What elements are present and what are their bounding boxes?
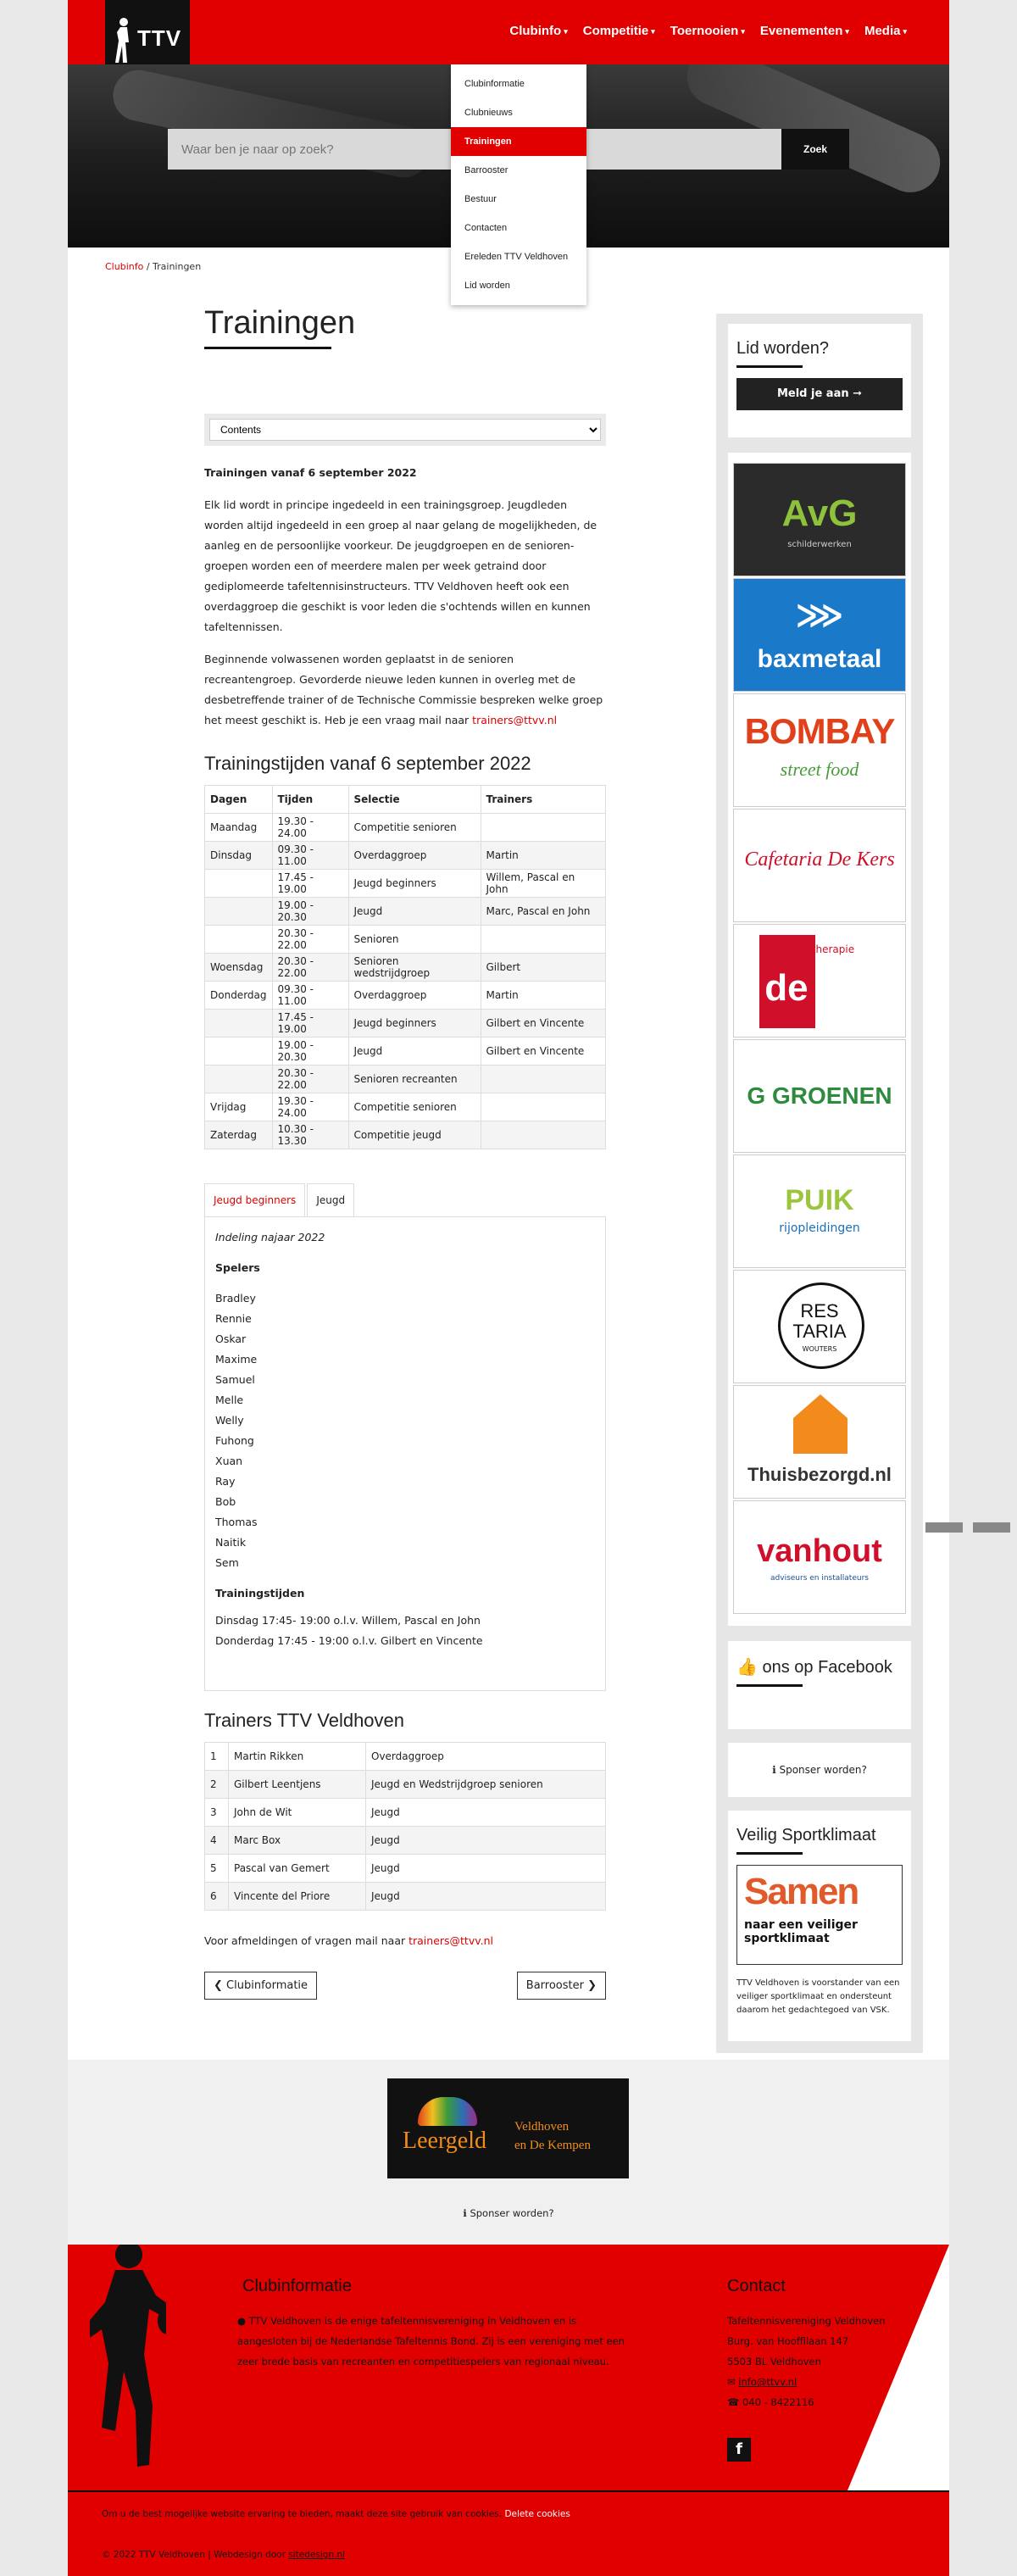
- sponsor-logo-caption: street food: [780, 759, 859, 780]
- player-icon: [114, 17, 132, 64]
- list-item: Bob: [215, 1495, 236, 1508]
- table-cell: Vrijdag: [205, 1093, 273, 1121]
- main-content: [204, 305, 606, 2000]
- players-list: [215, 1288, 595, 1573]
- sponsor-logo-text: G GROENEN: [747, 1082, 892, 1109]
- table-cell: Marc Box: [229, 1827, 366, 1855]
- lid-worden-title: Lid worden?: [736, 339, 829, 358]
- trainers-email-link[interactable]: trainers@ttvv.nl: [472, 714, 558, 726]
- table-row: [205, 814, 606, 842]
- nav-label: Toernooien: [670, 24, 739, 38]
- nav-label: Competitie: [582, 24, 649, 38]
- leergeld-subtitle: [514, 2117, 591, 2155]
- dropdown-item-contacten[interactable]: Contacten: [464, 223, 508, 233]
- info-icon: ℹ: [463, 2207, 467, 2219]
- contents-box: [204, 414, 606, 446]
- envelope-icon: ✉: [727, 2376, 739, 2388]
- sponsor-worden-label: Sponser worden?: [779, 1764, 867, 1776]
- house-icon: [793, 1394, 848, 1454]
- table-cell: Gilbert en Vincente: [481, 1038, 606, 1065]
- nav-media[interactable]: [864, 24, 907, 38]
- sponsor-baxmetaal[interactable]: [733, 578, 906, 692]
- phone-icon: ☎: [727, 2396, 742, 2408]
- contact-line: Burg. van Hooffllaan 147: [727, 2335, 849, 2347]
- schedule-title: Trainingstijden vanaf 6 september 2022: [204, 753, 531, 774]
- footer-divider: [68, 2490, 949, 2492]
- sponsor-logo-text: Cafetaria De Kers: [744, 848, 895, 871]
- table-cell: Zaterdag: [205, 1121, 273, 1149]
- button-label: Barrooster: [525, 1979, 584, 1992]
- arrow-right-icon: ➞: [853, 387, 863, 400]
- caret-down-icon: ▾: [903, 26, 907, 36]
- table-cell: Overdaggroep: [348, 982, 481, 1010]
- table-cell: 17.45 - 19.00: [272, 1010, 348, 1038]
- list-item: Welly: [215, 1414, 244, 1427]
- list-item: Sem: [215, 1556, 239, 1569]
- table-cell: Jeugd: [366, 1827, 606, 1855]
- afmelden-text: [204, 1931, 606, 1951]
- veilig-card: [728, 1811, 911, 2041]
- breadcrumb-separator: /: [143, 261, 153, 272]
- table-row: [205, 1065, 606, 1093]
- table-cell: [481, 1065, 606, 1093]
- tab-panel: [204, 1216, 606, 1691]
- bullet-icon: ●: [237, 2315, 249, 2327]
- dropdown-item-lid-worden[interactable]: Lid worden: [464, 281, 510, 291]
- search-button[interactable]: Zoek: [781, 129, 849, 170]
- veilig-logo-caption: naar een veiliger sportklimaat: [744, 1918, 858, 1945]
- contact-line: 5503 BL Veldhoven: [727, 2356, 821, 2367]
- table-cell: Martin Rikken: [229, 1743, 366, 1771]
- sponsors-list: [728, 453, 911, 1626]
- table-row: [205, 898, 606, 926]
- schedule-table: [204, 785, 606, 1149]
- table-row: [205, 1121, 606, 1149]
- veilig-logo-text: Samen: [744, 1871, 859, 1912]
- sponsor-logo-caption: schilderwerken: [787, 540, 852, 549]
- contents-select[interactable]: [209, 419, 601, 441]
- column-header: Selectie: [348, 786, 481, 814]
- footer-club-text: [237, 2311, 627, 2372]
- players-heading: Spelers: [215, 1261, 260, 1274]
- table-cell: Martin: [481, 842, 606, 870]
- facebook-card[interactable]: [728, 1641, 911, 1729]
- table-cell: [481, 814, 606, 842]
- table-cell: [205, 898, 273, 926]
- table-cell: [205, 1038, 273, 1065]
- thumbs-up-icon: 👍: [736, 1658, 758, 1677]
- table-cell: Overdaggroep: [366, 1743, 606, 1771]
- table-cell: Woensdag: [205, 954, 273, 982]
- table-row: [205, 1827, 606, 1855]
- trainers-table: [204, 1742, 606, 1911]
- table-cell: Competitie senioren: [348, 1093, 481, 1121]
- sponsor-logo-text: vanhout: [757, 1533, 882, 1569]
- sponsor-logo-text: AvG: [781, 492, 858, 534]
- table-row: [205, 926, 606, 954]
- facebook-icon[interactable]: f: [727, 2438, 751, 2462]
- table-cell: Senioren: [348, 926, 481, 954]
- table-row: [205, 842, 606, 870]
- tab-jeugd[interactable]: Jeugd: [307, 1183, 354, 1216]
- table-cell: 09.30 - 11.00: [272, 842, 348, 870]
- lid-worden-card: [728, 324, 911, 437]
- carousel-handles[interactable]: [925, 1522, 1010, 1533]
- leergeld-name: Leergeld: [403, 2128, 486, 2154]
- table-cell: Jeugd en Wedstrijdgroep senioren: [366, 1771, 606, 1799]
- table-cell: Dinsdag: [205, 842, 273, 870]
- intro-heading: Trainingen vanaf 6 september 2022: [204, 466, 417, 479]
- table-cell: John de Wit: [229, 1799, 366, 1827]
- footer: [68, 2245, 949, 2576]
- times-heading: Trainingstijden: [215, 1587, 305, 1600]
- table-cell: 17.45 - 19.00: [272, 870, 348, 898]
- footer-contact: [727, 2311, 886, 2412]
- title-underline: [736, 1852, 803, 1855]
- cookie-notice: [102, 2504, 570, 2524]
- title-underline: [736, 1684, 803, 1687]
- table-cell: Donderdag: [205, 982, 273, 1010]
- sponsor-logo-text: RES TARIA: [792, 1300, 847, 1342]
- table-cell: [205, 870, 273, 898]
- breadcrumb-link-clubinfo[interactable]: Clubinfo: [105, 261, 144, 272]
- table-row: [205, 1010, 606, 1038]
- table-cell: [481, 926, 606, 954]
- table-cell: 19.30 - 24.00: [272, 1093, 348, 1121]
- contact-email-link[interactable]: info@ttvv.nl: [738, 2376, 797, 2388]
- chevron-right-icon: ❯: [583, 1979, 597, 1992]
- nav-label: Clubinfo: [509, 24, 562, 38]
- table-cell: [481, 1093, 606, 1121]
- caret-down-icon: ▾: [845, 26, 849, 36]
- dropdown-item-clubnieuws[interactable]: Clubnieuws: [464, 108, 513, 118]
- sponsor-deligt[interactable]: [733, 924, 906, 1038]
- list-item: Xuan: [215, 1455, 243, 1467]
- breadcrumb: [105, 261, 201, 272]
- sponsor-logo-text: PUIK: [785, 1184, 854, 1216]
- table-cell: Pascal van Gemert: [229, 1855, 366, 1883]
- table-row: [205, 1799, 606, 1827]
- table-cell: 19.30 - 24.00: [272, 814, 348, 842]
- caret-down-icon: ▾: [651, 26, 655, 36]
- intro-paragraph: Elk lid wordt in principe ingedeeld in een trainingsgroep. Jeugdleden worden altijd ingedeeld in een groep al naar gelang de mogelijkheden, de aanleg en de persoonlijke voorkeur. De jeugdgroepen en de senioren-groepen worden een of meerdere malen per week getraind door gediplomeerde tafeltennisinstructeurs. TTV Veldhoven heeft ook een overdaggroep die geschikt is voor leden die s'ochtends willen en kunnen tafeltennissen.: [204, 498, 597, 633]
- table-cell: Willem, Pascal en John: [481, 870, 606, 898]
- dropdown-item-trainingen[interactable]: Trainingen: [451, 127, 586, 156]
- sponsor-logo-caption: WOUTERS: [802, 1345, 837, 1353]
- sponsor-link-label: Sponser worden?: [470, 2207, 554, 2219]
- sponsor-dekers[interactable]: [733, 809, 906, 922]
- list-item: Melle: [215, 1394, 244, 1406]
- times-line: Donderdag 17:45 - 19:00 o.l.v. Gilbert en Vincente: [215, 1634, 483, 1647]
- table-cell: Gilbert Leentjens: [229, 1771, 366, 1799]
- veilig-text: TTV Veldhoven is voorstander van een veiliger sportklimaat en ondersteunt daarom het gedachtegoed van VSK.: [736, 1978, 900, 2015]
- footer-text: TTV Veldhoven is de enige tafeltennisvereniging in Veldhoven en is aangesloten bij de Nederlandse Tafeltennis Bond. Zij is een vereniging met een zeer brede basis van recreanten en competitiespelers van regionaal niveau.: [237, 2315, 625, 2367]
- title-underline: [204, 347, 331, 349]
- table-cell: Jeugd: [348, 1038, 481, 1065]
- table-cell: Jeugd: [366, 1883, 606, 1911]
- nav-label: Evenementen: [759, 24, 843, 38]
- sponsor-logo-text: Thuisbezorgd.nl: [747, 1464, 892, 1485]
- table-cell: Gilbert: [481, 954, 606, 982]
- nav-clubinfo[interactable]: [509, 24, 567, 38]
- list-item: Bradley: [215, 1292, 256, 1305]
- player-silhouette-icon: [90, 2245, 166, 2490]
- column-header: Tijden: [272, 786, 348, 814]
- page-title: Trainingen: [204, 305, 356, 341]
- column-header: Trainers: [481, 786, 606, 814]
- table-row: [205, 1038, 606, 1065]
- column-header: Dagen: [205, 786, 273, 814]
- list-item: Samuel: [215, 1373, 255, 1386]
- tab-subtitle: Indeling najaar 2022: [215, 1231, 325, 1243]
- table-row: [205, 1883, 606, 1911]
- table-cell: Competitie senioren: [348, 814, 481, 842]
- table-cell: 10.30 - 13.30: [272, 1121, 348, 1149]
- sponsor-logo-caption: adviseurs en installateurs: [770, 1574, 869, 1583]
- sponsor-worden-link[interactable]: [0, 2207, 1017, 2219]
- sponsor-groenen[interactable]: [733, 1039, 906, 1153]
- list-item: Rennie: [215, 1312, 252, 1325]
- dropdown-item-barrooster[interactable]: Barrooster: [464, 165, 508, 175]
- dropdown-item-bestuur[interactable]: Bestuur: [464, 194, 497, 204]
- table-cell: Senioren wedstrijdgroep: [348, 954, 481, 982]
- button-label: Meld je aan: [776, 387, 849, 400]
- sponsor-puik[interactable]: [733, 1154, 906, 1268]
- contact-phone-text: 040 - 8422116: [742, 2396, 814, 2408]
- facebook-label: ons op Facebook: [762, 1658, 892, 1677]
- table-cell: 20.30 - 22.00: [272, 926, 348, 954]
- list-item: Oskar: [215, 1333, 247, 1345]
- nav-label: Media: [864, 24, 901, 38]
- title-underline: [736, 365, 803, 368]
- carousel-next-handle[interactable]: [973, 1522, 1010, 1533]
- tab-bar: [204, 1183, 606, 1216]
- table-cell: Jeugd: [366, 1799, 606, 1827]
- table-cell: Jeugd beginners: [348, 870, 481, 898]
- leergeld-logo[interactable]: [387, 2078, 629, 2178]
- trainers-title: Trainers TTV Veldhoven: [204, 1710, 405, 1731]
- table-cell: [205, 1065, 273, 1093]
- table-row: [205, 1743, 606, 1771]
- sponsor-vanhout[interactable]: [733, 1500, 906, 1614]
- sponsor-logo-icon: ⋙: [795, 596, 844, 635]
- table-cell: Gilbert en Vincente: [481, 1010, 606, 1038]
- nav-evenementen[interactable]: [760, 24, 849, 38]
- table-cell: 1: [205, 1743, 229, 1771]
- top-bar: [68, 0, 949, 64]
- main-nav: [509, 24, 907, 38]
- table-row: [205, 1093, 606, 1121]
- table-row: [205, 954, 606, 982]
- sponsor-restaria[interactable]: [733, 1270, 906, 1383]
- table-cell: Vincente del Priore: [229, 1883, 366, 1911]
- sponsor-bombay[interactable]: [733, 693, 906, 807]
- webdesign-link[interactable]: sitedesign.nl: [288, 2550, 346, 2560]
- table-cell: Maandag: [205, 814, 273, 842]
- table-row: [205, 1771, 606, 1799]
- afmelden-email-link[interactable]: trainers@ttvv.nl: [408, 1934, 494, 1947]
- table-cell: [205, 1010, 273, 1038]
- sponsor-logo-text: BOMBAY: [744, 711, 895, 751]
- meld-je-aan-button[interactable]: [736, 378, 903, 410]
- table-row: [205, 982, 606, 1010]
- carousel-prev-handle[interactable]: [925, 1522, 963, 1533]
- paragraph-text: Voor afmeldingen of vragen mail naar: [204, 1934, 409, 1947]
- delete-cookies-link[interactable]: Delete cookies: [504, 2509, 570, 2519]
- nav-competitie[interactable]: [583, 24, 655, 38]
- table-cell: 20.30 - 22.00: [272, 954, 348, 982]
- breadcrumb-current: Trainingen: [153, 261, 202, 272]
- list-item: Ray: [215, 1475, 236, 1488]
- chevron-left-icon: ❮: [214, 1979, 227, 1992]
- table-cell: 6: [205, 1883, 229, 1911]
- caret-down-icon: ▾: [564, 26, 568, 36]
- table-cell: Senioren recreanten: [348, 1065, 481, 1093]
- table-cell: Jeugd: [348, 898, 481, 926]
- copyright-text: © 2022 TTV Veldhoven | Webdesign door: [102, 2550, 289, 2560]
- table-cell: [205, 926, 273, 954]
- button-label: Clubinformatie: [226, 1979, 308, 1992]
- footer-contact-title: Contact: [727, 2277, 786, 2295]
- caret-down-icon: ▾: [741, 26, 745, 36]
- table-row: [205, 1855, 606, 1883]
- contact-line: Tafeltennisvereniging Veldhoven: [727, 2315, 886, 2327]
- table-cell: Competitie jeugd: [348, 1121, 481, 1149]
- clubinfo-dropdown: [451, 64, 586, 305]
- list-item: Naitik: [215, 1536, 247, 1549]
- veilig-logo[interactable]: [736, 1865, 903, 1965]
- table-cell: [481, 1121, 606, 1149]
- contact-phone: [727, 2392, 886, 2412]
- cookie-text: Om u de best mogelijke website ervaring te bieden, maakt deze site gebruik van cookies.: [102, 2509, 503, 2519]
- dropdown-item-ereleden[interactable]: Ereleden TTV Veldhoven: [464, 252, 569, 262]
- next-page-button[interactable]: [517, 1972, 606, 2000]
- page-navigation: [204, 1972, 606, 2000]
- leergeld-hands-icon: [418, 2097, 477, 2126]
- footer-club-title: Clubinformatie: [242, 2277, 352, 2295]
- table-cell: Marc, Pascal en John: [481, 898, 606, 926]
- list-item: Thomas: [215, 1516, 258, 1528]
- sponsor-avg[interactable]: [733, 463, 906, 576]
- sidebar: [716, 314, 923, 2053]
- paragraph-text: Beginnende volwassenen worden geplaatst in de senioren recreantengroep. Gevorderde nieuwe leden kunnen in overleg met de desbetreffende trainer of de Technische Commissie bespreken welke groep het meest geschikt is. Heb je een vraag mail naar: [204, 653, 603, 726]
- table-cell: 09.30 - 11.00: [272, 982, 348, 1010]
- leergeld-line: Veldhoven: [514, 2120, 570, 2134]
- prev-page-button[interactable]: [204, 1972, 317, 2000]
- leergeld-line: en De Kempen: [514, 2139, 591, 2152]
- contact-email[interactable]: [727, 2372, 886, 2392]
- table-cell: Overdaggroep: [348, 842, 481, 870]
- list-item: Fuhong: [215, 1434, 254, 1447]
- table-cell: Jeugd beginners: [348, 1010, 481, 1038]
- sponsor-logo-caption: rijopleidingen: [779, 1221, 860, 1235]
- sponsor-logo-caption: fysio therapie: [784, 943, 855, 955]
- table-cell: 20.30 - 22.00: [272, 1065, 348, 1093]
- table-cell: 5: [205, 1855, 229, 1883]
- table-cell: Martin: [481, 982, 606, 1010]
- table-cell: Jeugd: [366, 1855, 606, 1883]
- copyright: [102, 2545, 345, 2565]
- sponsor-thuisbezorgd[interactable]: [733, 1385, 906, 1499]
- logo-title: TTV: [137, 25, 182, 51]
- facebook-title: [728, 1641, 911, 1677]
- table-cell: 2: [205, 1771, 229, 1799]
- times-line: Dinsdag 17:45- 19:00 o.l.v. Willem, Pascal en John: [215, 1614, 481, 1627]
- times-list: [215, 1611, 595, 1651]
- nav-toernooien[interactable]: [670, 24, 745, 38]
- veilig-title: Veilig Sportklimaat: [736, 1826, 876, 1844]
- table-cell: 4: [205, 1827, 229, 1855]
- sponsor-logo-text: de ligt: [764, 967, 875, 1009]
- table-cell: 19.00 - 20.30: [272, 1038, 348, 1065]
- tab-jeugd-beginners[interactable]: Jeugd beginners: [204, 1183, 305, 1216]
- table-row: [205, 870, 606, 898]
- list-item: Maxime: [215, 1353, 258, 1366]
- table-cell: 3: [205, 1799, 229, 1827]
- table-cell: 19.00 - 20.30: [272, 898, 348, 926]
- sponsor-logo-text: baxmetaal: [757, 645, 882, 673]
- second-paragraph: [204, 649, 606, 731]
- info-icon: ℹ: [772, 1764, 776, 1776]
- sponsor-worden-card[interactable]: [728, 1743, 911, 1797]
- dropdown-item-clubinformatie[interactable]: Clubinformatie: [464, 79, 525, 89]
